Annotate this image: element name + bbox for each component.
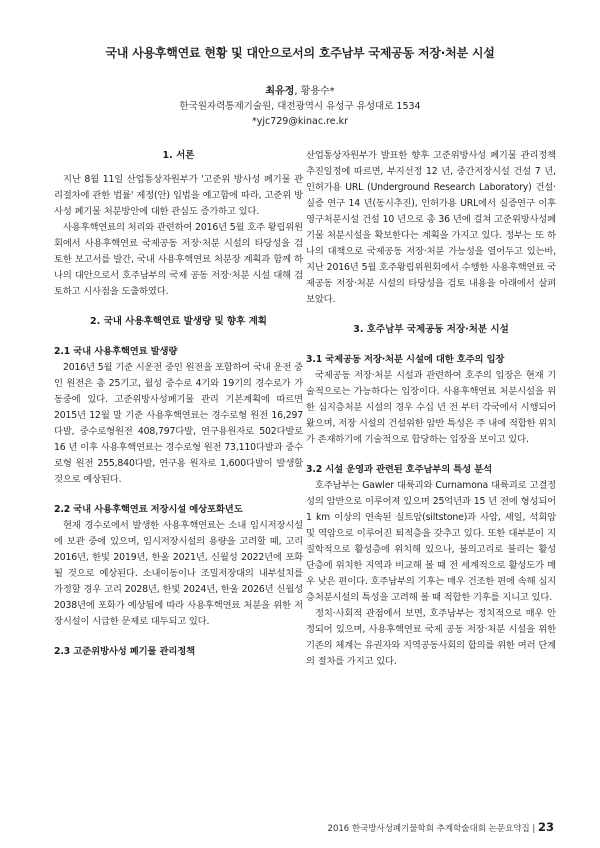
footer-text: 2016 한국방사성폐기물학회 추계학술대회 논문요약집 | [327, 824, 536, 834]
body-paragraph: 호주남부는 Gawler 대륙괴와 Curnamona 대륙괴로 고결정성의 암반으로 이루어져 있으며 25억년과 15 년 전에 형성되어 1 km 이상의 연속된 실트암(siltstone)과 사암, 셰일, 석회암 및 역암으로 이루어진 퇴적층을 갖추고 있다. 또한 대부분이 지질학적으로 활성층에 위치해 있으나, 불의고리로 불리는 활성 단층에 위치한 지역과 비교해 볼 때 전 세계적으로 활성도가 매우 낮은 편이다. 호주남부의 기후는 매우 건조한 편에 속해 심지층처분시설의 특성을 고려해 볼 때 적합한 기후를 지니고 있다. [306, 480, 556, 603]
author-line [0, 82, 600, 97]
co-author: , 황용수* [294, 86, 335, 97]
body-paragraph: 산업통상자원부가 발표한 향후 고준위방사성 폐기물 관리정책 추진일정에 따르면, 부지선정 12 년, 중간저장시설 건설 7 년, 인허가용 URL (Underground Research Laboratory) 건설·실증 연구 14 년(동시추진), 인허가용 URL에서 실증연구 이후 영구처분시설 건설 10 년으로 총 36 년에 걸쳐 고준위방사성폐기물 처분시설을 확보한다는 계획을 가지고 있다. 정부는 또 하나의 대책으로 국제공동 저장·처분 가능성을 열어두고 있는바, 지난 2016년 5월 호주왕립위원회에서 수행한 사용후핵연료 국제공동 저장·처분 시설의 타당성을 검토 내용을 아래에서 살펴보았다. [306, 150, 556, 305]
page-footer [328, 820, 554, 834]
page-number: 23 [537, 820, 554, 834]
body-paragraph: 사용후핵연료의 처리와 관련하여 2016년 5월 호주 왕립위원회에서 사용후핵연료 국제공동 저장·처분 시설의 타당성을 검토한 보고서를 발간, 국내 사용후핵연료 처분장 계획과 함께 하나의 대안으로서 호주남부의 국제 공동 저장·처분 시설 대해 검토하고 시사점을 도출하였다. [54, 222, 303, 297]
author-email: *yjc729@kinac.re.kr [251, 116, 349, 127]
subsection-heading-3-2: 3.2 시설 운영과 관련된 호주남부의 특성 분석 [306, 464, 492, 475]
subsection-heading-2-3: 2.3 고준위방사성 폐기물 관리정책 [54, 646, 196, 657]
subsection-heading-2-1: 2.1 국내 사용후핵연료 발생량 [54, 346, 178, 357]
body-paragraph: 지난 8월 11일 산업통상자원부가 '고준위 방사성 폐기물 관리절차에 관한 법률' 제정(안) 입법을 예고함에 따라, 고준위 방사성 폐기물 처분방안에 대한 관심도 증가하고 있다. [54, 174, 303, 217]
paper-title: 국내 사용후핵연료 현황 및 대안으로서의 호주남부 국제공동 저장·처분 시설 [105, 46, 495, 60]
subsection-heading-3-1: 3.1 국제공동 저장·처분 시설에 대한 호주의 입장 [306, 354, 505, 365]
body-paragraph: 2016년 5월 기준 시운전 중인 원전을 포함하여 국내 운전 중인 원전은 총 25기고, 월성 중수로 4기와 19기의 경수로가 가동중에 있다. 고준위방사성폐기물 관리 기본계획에 따르면 2015년 12월 말 기준 사용후핵연료는 경수로형 원전 16,297다발, 중수로형원전 408,797다발, 연구용원자로 502다발로 16 년 이후 사용후핵연료는 경수로형 원전 73,110다발과 중수로형 원전 255,840다발, 연구용 원자로 1,600다발이 발생할 것으로 예상된다. [54, 362, 303, 485]
body-paragraph: 현재 경수로에서 발생한 사용후핵연료는 소내 임시저장시설에 보관 중에 있으며, 임시저장시설의 용량을 고려할 때, 고리 2016년, 한빛 2019년, 한울 2021년, 신월성 2022년에 포화될 것으로 예상된다. 소내이동이나 조밀저장대의 내부설치를 가정할 경우 고리 2028년, 한빛 2024년, 한울 2026년 신월성 2038년에 포화가 예상됨에 따라 사용후핵연료 처분을 위한 저장시설이 시급한 문제로 대두되고 있다. [54, 520, 303, 627]
right-column [306, 148, 556, 670]
main-author: 최유정 [265, 86, 295, 97]
body-paragraph: 국제공동 저장·처분 시설과 관련하여 호주의 입장은 현재 기술적으로는 가능하다는 입장이다. 사용후핵연료 처분시설을 위한 심지층처분 시설의 경우 수십 년 전 부터 각국에서 시행되어 왔으며, 저장 시설의 건설위한 암반 특성은 주 내에 적합한 위치가 존재하기에 기술적으로 합당하는 입장을 보이고 있다. [306, 370, 556, 445]
section-heading-intro: 1. 서론 [162, 150, 195, 161]
section-heading-3: 3. 호주남부 국제공동 저장·처분 시설 [353, 324, 509, 335]
left-column [54, 148, 303, 660]
body-paragraph: 정치·사회적 관점에서 보면, 호주남부는 정치적으로 매우 안정되어 있으며, 사용후핵연료 국제 공동 저장·처분 시설을 위한 기존의 체계는 유권자와 지역공동사회의 합의를 위한 여러 단계의 절차를 가지고 있다. [306, 608, 556, 667]
affiliation: 한국원자력통제기술원, 대전광역시 유성구 유성대로 1534 [179, 101, 421, 112]
section-heading-2: 2. 국내 사용후핵연료 발생량 및 향후 계획 [90, 316, 267, 327]
subsection-heading-2-2: 2.2 국내 사용후핵연료 저장시설 예상포화년도 [54, 504, 243, 515]
